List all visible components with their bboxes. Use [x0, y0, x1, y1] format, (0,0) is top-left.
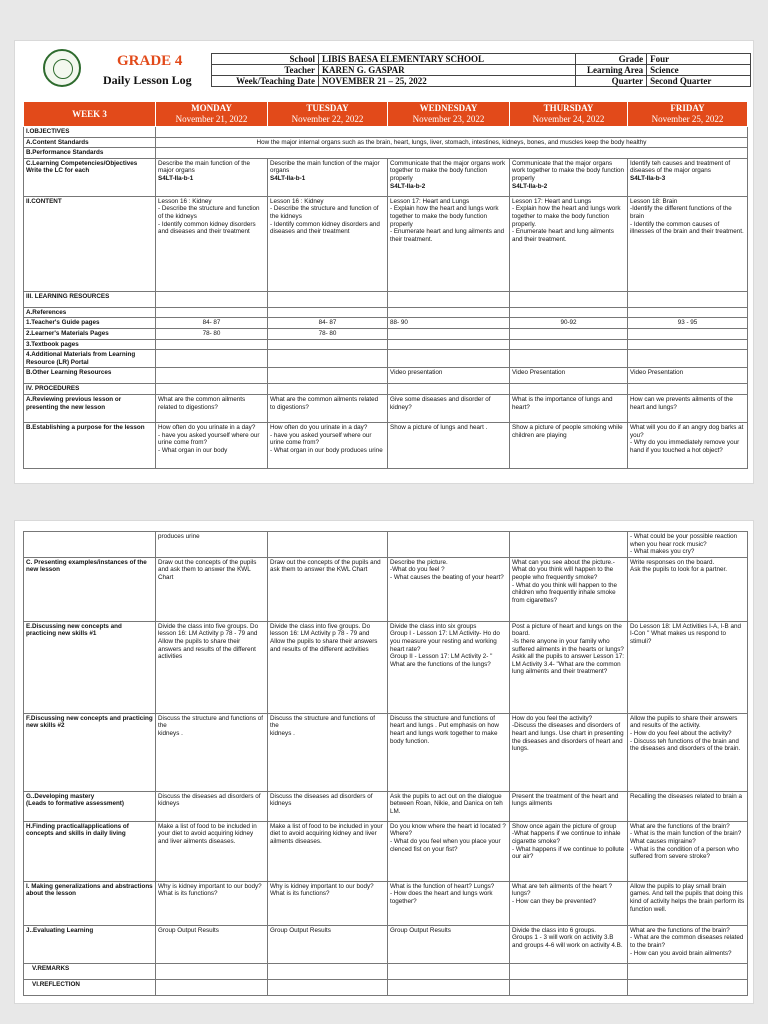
purpose-monday: How often do you urinate in a day? - have you asked yourself where our urine come from? - What organ in our body: [156, 422, 268, 468]
generalization-label: I. Making generalizations and abstractions about the lesson: [24, 881, 156, 925]
apply-friday: What are the functions of the brain? - What is the main function of the brain? What causes migraine? - What is the condition of a person who suffered from severe stroke?: [628, 821, 748, 881]
table-row: [24, 328, 748, 339]
apply-wednesday: Do you know where the heart id located ?Where? - What do you feel when you place your clenced fist on your fist?: [388, 821, 510, 881]
table-row: [24, 532, 748, 558]
procedures-label: IV. PROCEDURES: [24, 384, 156, 395]
tuesday-header: TUESDAY November 22, 2022: [268, 102, 388, 127]
teacher-label: Teacher: [212, 65, 319, 76]
content-tuesday: Lesson 16 : Kidney - Describe the structure and function of the kidneys - Identify common kidney disorders and diseases and their treatment: [268, 196, 388, 291]
week-date-label: Week/Teaching Date: [212, 76, 319, 87]
eval-wednesday: Group Output Results: [388, 925, 510, 963]
other-resources-label: B.Other Learning Resources: [24, 368, 156, 384]
mastery-friday: Recalling the diseases related to brain a: [628, 791, 748, 821]
present-monday: Draw out the concepts of the pupils and ask them to answer the KWL Chart: [156, 557, 268, 621]
apply-tuesday: Make a list of food to be included in your diet to avoid acquiring kidney and liver ailments diseases.: [268, 821, 388, 881]
quarter-value: Second Quarter: [647, 76, 751, 87]
other-friday: Video Presentation: [628, 368, 748, 384]
evaluation-label: J..Evaluating Learning: [24, 925, 156, 963]
disc1-monday: Divide the class into five groups. Do lesson 16: LM Activity p 78 - 79 and Allow the pupils to share their answers and results of the different activities: [156, 621, 268, 713]
disc2-thursday: How do you feel the activity? -Discuss the diseases and disorders of heart and lungs. Use chart in presenting the diseases and disorders of heart and lungs.: [510, 713, 628, 791]
eval-monday: Group Output Results: [156, 925, 268, 963]
teachers-guide-label: 1.Teacher's Guide pages: [24, 318, 156, 329]
week-date-value: NOVEMBER 21 – 25, 2022: [319, 76, 576, 87]
mastery-monday: Discuss the diseases ad disorders of kidneys: [156, 791, 268, 821]
page-two: [14, 520, 754, 1004]
other-wednesday: Video presentation: [388, 368, 510, 384]
purpose-tuesday: How often do you urinate in a day? - have you asked yourself where our urine come from? - What organ in our body produces urine: [268, 422, 388, 468]
general-tuesday: Why is kidney important to our body? What is its functions?: [268, 881, 388, 925]
content-wednesday: Lesson 17: Heart and Lungs - Explain how the heart and lungs work together to make the body function properly - Enumerate heart and lung ailments and their treatment.: [388, 196, 510, 291]
quarter-label: Quarter: [576, 76, 647, 87]
lm-tuesday: 78- 80: [268, 328, 388, 339]
competencies-label: C.Learning Competencies/Objectives Write the LC for each: [24, 158, 156, 196]
review-wednesday: Give some diseases and disorder of kidney?: [388, 394, 510, 422]
disc2-tuesday: Discuss the structure and functions of the kidneys .: [268, 713, 388, 791]
present-friday: Write responses on the board. Ask the pupils to look for a partner.: [628, 557, 748, 621]
disc1-thursday: Post a picture of heart and lungs on the board. -Is there anyone in your family who suffered ailments in the hearts or lungs? Askk all the pupils to answer Lesson 17: LM Activity 3.4- "What are the common lung ailments and their treatment?: [510, 621, 628, 713]
table-row: [24, 368, 748, 384]
review-friday: How can we prevents ailments of the heart and lungs?: [628, 394, 748, 422]
general-wednesday: What is the function of heart? Lungs? - How does the heart and lungs work together?: [388, 881, 510, 925]
table-row: [24, 791, 748, 821]
table-row: [24, 394, 748, 422]
table-row: [24, 291, 748, 307]
purpose-friday-continued: - What could be your possible reaction when you hear rock music? - What makes you cry?: [628, 532, 748, 558]
table-row: [24, 339, 748, 350]
school-label: School: [212, 54, 319, 65]
mastery-label: G..Developing mastery (Leads to formative assessment): [24, 791, 156, 821]
competency-wednesday: Communicate that the major organs work together to make the body function properly S4LT-IIa-b-2: [388, 158, 510, 196]
textbook-label: 3.Textbook pages: [24, 339, 156, 350]
disc1-wednesday: Divide the class into six groups Group I - Lesson 17: LM Activity- Ho do you measure your resting and working heart rate? Group II - Lesson 17: LM Activity 2- " What are the functions of the lungs?: [388, 621, 510, 713]
disc2-monday: Discuss the structure and functions of the kidneys .: [156, 713, 268, 791]
disc1-friday: Do Lesson 18: LM Activities I-A, I-B and I-Con " What makes us respond to stimuli?: [628, 621, 748, 713]
presenting-label: C. Presenting examples/instances of the new lesson: [24, 557, 156, 621]
present-wednesday: Describe the picture. -What do you feel ? - What causes the beating of your heart?: [388, 557, 510, 621]
content-thursday: Lesson 17: Heart and Lungs - Explain how the heart and lungs work together to make the body function properly. - Enumerate heart and lung ailments and their treatment.: [510, 196, 628, 291]
table-row: [24, 137, 748, 148]
competency-thursday: Communicate that the major organs work together to make the body function properly S4LT-IIa-b-2: [510, 158, 628, 196]
table-row: [24, 963, 748, 979]
mastery-tuesday: Discuss the diseases ad disorders of kidneys: [268, 791, 388, 821]
teacher-value: KAREN G. GASPAR: [319, 65, 576, 76]
content-standards-text: How the major internal organs such as the brain, heart, lungs, liver, stomach, intestines, kidneys, bones, and muscles keep the body healthy: [156, 137, 748, 148]
purpose-monday-continued: produces urine: [156, 532, 268, 558]
school-value: LIBIS BAESA ELEMENTARY SCHOOL: [319, 54, 576, 65]
content-monday: Lesson 16 : Kidney - Describe the structure and function of the kidneys - Identify common kidney disorders and diseases and their treatment: [156, 196, 268, 291]
learners-materials-label: 2.Learner's Materials Pages: [24, 328, 156, 339]
disc2-friday: Allow the pupils to share their answers and results of the activity. - How do you feel about the activity? - Discuss teh functions of the brain and the diseases and disorders of the brain.: [628, 713, 748, 791]
table-row: [24, 350, 748, 368]
lesson-log-table-part2: [23, 531, 748, 996]
content-standards-label: A.Content Standards: [24, 137, 156, 148]
table-row: [24, 158, 748, 196]
purpose-friday: What will you do if an angry dog barks at you? - Why do you immediately remove your hand if you touched a hot object?: [628, 422, 748, 468]
general-friday: Allow the pupils to play small brain games. And tell the pupils that doing this kind of activity helps the brain perform its function well.: [628, 881, 748, 925]
eval-friday: What are the functions of the brain? - What are the common diseases related to the brain? - How can you avoid brain ailments?: [628, 925, 748, 963]
table-row: [24, 979, 748, 995]
review-tuesday: What are the common ailments related to digestions?: [268, 394, 388, 422]
references-label: A.References: [24, 307, 156, 318]
lm-monday: 78- 80: [156, 328, 268, 339]
review-thursday: What is the importance of lungs and heart?: [510, 394, 628, 422]
tg-wednesday: 88- 90: [388, 318, 510, 329]
table-row: [24, 384, 748, 395]
deped-seal-logo: [43, 49, 81, 87]
table-row: [24, 713, 748, 791]
review-label: A.Reviewing previous lesson or presenting the new lesson: [24, 394, 156, 422]
grade-label: Grade: [576, 54, 647, 65]
purpose-wednesday: Show a picture of lungs and heart .: [388, 422, 510, 468]
present-tuesday: Draw out the concepts of the pupils and ask them to answer the KWL Chart: [268, 557, 388, 621]
general-monday: Why is kidney important to our body? What is its functions?: [156, 881, 268, 925]
log-title: Daily Lesson Log: [103, 73, 192, 87]
grade-title: GRADE 4: [117, 53, 183, 69]
purpose-label: B.Establishing a purpose for the lesson: [24, 422, 156, 468]
table-row: [24, 148, 748, 159]
reflection-label: VI.REFLECTION: [24, 979, 156, 995]
general-thursday: What are teh ailments of the heart ? lungs? - How can they be prevented?: [510, 881, 628, 925]
mastery-thursday: Present the treatment of the heart and lungs ailments: [510, 791, 628, 821]
table-row: [24, 881, 748, 925]
competency-tuesday: Describe the main function of the major organs S4LT-IIa-b-1: [268, 158, 388, 196]
learning-area-label: Learning Area: [576, 65, 647, 76]
table-row: [24, 621, 748, 713]
apply-thursday: Show once again the picture of group -What happens if we continue to inhale cigarette smoke? - What happens if we continue to pollute our air?: [510, 821, 628, 881]
tg-thursday: 90-92: [510, 318, 628, 329]
wednesday-header: WEDNESDAY November 23, 2022: [388, 102, 510, 127]
discussing-1-label: E.Discussing new concepts and practicing new skills #1: [24, 621, 156, 713]
present-thursday: What can you see about the picture.- What do you think will happen to the people who frequently smoke? - What do you think will happen to the children who frequently inhale smoke from cigarettes?: [510, 557, 628, 621]
table-row: [24, 307, 748, 318]
competency-friday: Identify teh causes and treatment of diseases of the major organs S4LT-IIa-b-3: [628, 158, 748, 196]
content-friday: Lesson 18: Brain -Identify the different functions of the brain - Identify the common causes of illnesses of the brain and their treatment.: [628, 196, 748, 291]
table-row: [24, 196, 748, 291]
school-info-table: [211, 53, 751, 87]
performance-standards-label: B.Performance Standards: [24, 148, 156, 159]
grade-value: Four: [647, 54, 751, 65]
remarks-label: V.REMARKS: [24, 963, 156, 979]
tg-friday: 93 - 95: [628, 318, 748, 329]
objectives-label: I.OBJECTIVES: [24, 127, 156, 138]
additional-materials-label: 4.Additional Materials from Learning Resource (LR) Portal: [24, 350, 156, 368]
eval-tuesday: Group Output Results: [268, 925, 388, 963]
eval-thursday: Divide the class into 6 groups. Groups 1 - 3 will work on activity 3.B and groups 4-6 will work on activity 4.B.: [510, 925, 628, 963]
tg-monday: 84- 87: [156, 318, 268, 329]
other-thursday: Video Presentation: [510, 368, 628, 384]
table-row: [24, 557, 748, 621]
lesson-log-table-part1: [23, 101, 748, 469]
lesson-log-header: [21, 49, 747, 93]
friday-header: FRIDAY November 25, 2022: [628, 102, 748, 127]
table-row: [24, 318, 748, 329]
learning-area-value: Science: [647, 65, 751, 76]
learning-resources-label: III. LEARNING RESOURCES: [24, 291, 156, 307]
purpose-thursday: Show a picture of people smoking while children are playing: [510, 422, 628, 468]
disc1-tuesday: Divide the class into five groups. Do lesson 16: LM Activity p 78 - 79 and Allow the pupils to share their answers and results of the different activities: [268, 621, 388, 713]
mastery-wednesday: Ask the pupils to act out on the dialogue between Roan, Nikie, and Danica on teh LM.: [388, 791, 510, 821]
thursday-header: THURSDAY November 24, 2022: [510, 102, 628, 127]
table-row: [24, 821, 748, 881]
day-header-row: [24, 102, 748, 127]
disc2-wednesday: Discuss the structure and functions of heart and lungs . Put emphasis on how heart and lungs work together to make body function.: [388, 713, 510, 791]
review-monday: What are the common ailments related to digestions?: [156, 394, 268, 422]
week-label: WEEK 3: [24, 102, 156, 127]
apply-monday: Make a list of food to be included in your diet to avoid acquiring kidney and liver ailments diseases.: [156, 821, 268, 881]
discussing-2-label: F.Discussing new concepts and practicing new skills #2: [24, 713, 156, 791]
table-row: [24, 422, 748, 468]
page-one: [14, 40, 754, 484]
table-row: [24, 127, 748, 138]
tg-tuesday: 84- 87: [268, 318, 388, 329]
content-label: II.CONTENT: [24, 196, 156, 291]
table-row: [24, 925, 748, 963]
application-label: H.Finding practical/applications of concepts and skills in daily living: [24, 821, 156, 881]
competency-monday: Describe the main function of the major organs S4LT-IIa-b-1: [156, 158, 268, 196]
monday-header: MONDAY November 21, 2022: [156, 102, 268, 127]
